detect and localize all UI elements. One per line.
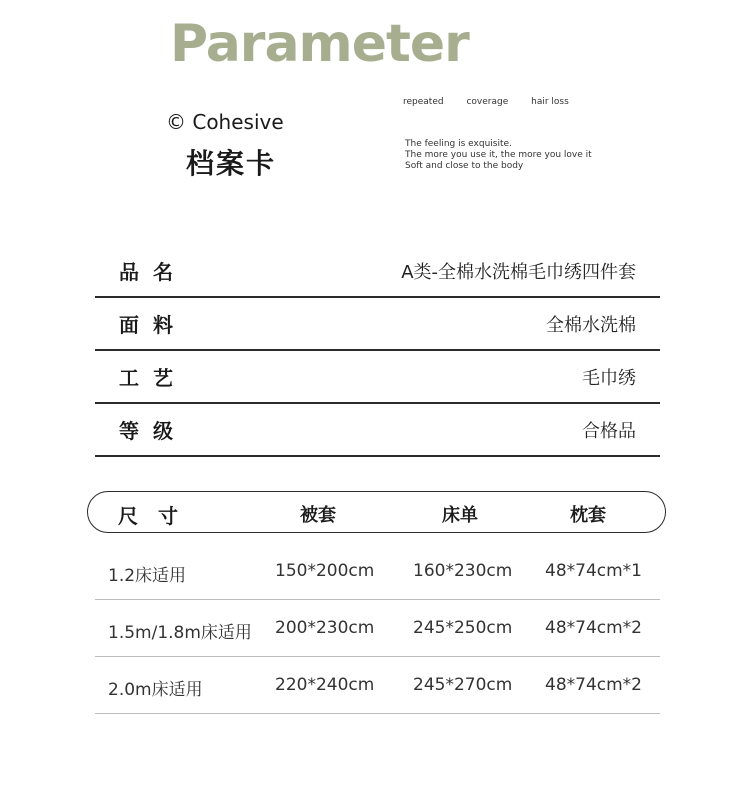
table-row (95, 600, 660, 657)
tag-repeated: repeated (403, 97, 444, 107)
param-label: 品名 (119, 260, 187, 284)
size-table (95, 543, 660, 714)
tag-hair-loss: hair loss (531, 97, 569, 107)
table-cell: 220*240cm (275, 675, 375, 695)
header-size: 尺寸 (118, 504, 198, 528)
table-cell: 1.5m/1.8m床适用 (108, 623, 252, 643)
table-cell: 245*270cm (413, 675, 513, 695)
param-value: A类-全棉水洗棉毛巾绣四件套 (401, 261, 636, 283)
param-row-fabric (95, 298, 660, 351)
table-cell: 48*74cm*2 (545, 675, 642, 695)
param-row-grade (95, 404, 660, 457)
param-value: 合格品 (582, 420, 636, 442)
param-label: 等级 (119, 419, 187, 443)
size-table-header (87, 491, 666, 533)
header-duvet-cover: 被套 (300, 505, 336, 526)
slogan-line: The feeling is exquisite. (405, 139, 512, 149)
param-value: 毛巾绣 (582, 367, 636, 389)
table-cell: 48*74cm*1 (545, 561, 642, 581)
table-cell: 160*230cm (413, 561, 513, 581)
table-cell: 200*230cm (275, 618, 375, 638)
card-title: 档案卡 (186, 147, 277, 180)
slogan (405, 139, 592, 172)
param-label: 工艺 (119, 366, 187, 390)
header-pillowcase: 枕套 (570, 505, 606, 526)
feature-tags (403, 97, 589, 107)
header-bed-sheet: 床单 (442, 505, 478, 526)
table-cell: 48*74cm*2 (545, 618, 642, 638)
brand-name: © Cohesive (166, 110, 284, 134)
slogan-line: Soft and close to the body (405, 161, 524, 171)
param-label: 面料 (119, 313, 187, 337)
table-row (95, 543, 660, 600)
tag-coverage: coverage (466, 97, 509, 107)
table-cell: 245*250cm (413, 618, 513, 638)
page-title: Parameter (170, 14, 469, 74)
table-cell: 1.2床适用 (108, 566, 187, 586)
param-value: 全棉水洗棉 (546, 314, 636, 336)
slogan-line: The more you use it, the more you love it (405, 150, 592, 160)
param-row-craft (95, 351, 660, 404)
parameter-list (95, 245, 660, 457)
table-cell: 150*200cm (275, 561, 375, 581)
table-row (95, 657, 660, 714)
param-row-product-name (95, 245, 660, 298)
table-cell: 2.0m床适用 (108, 680, 203, 700)
